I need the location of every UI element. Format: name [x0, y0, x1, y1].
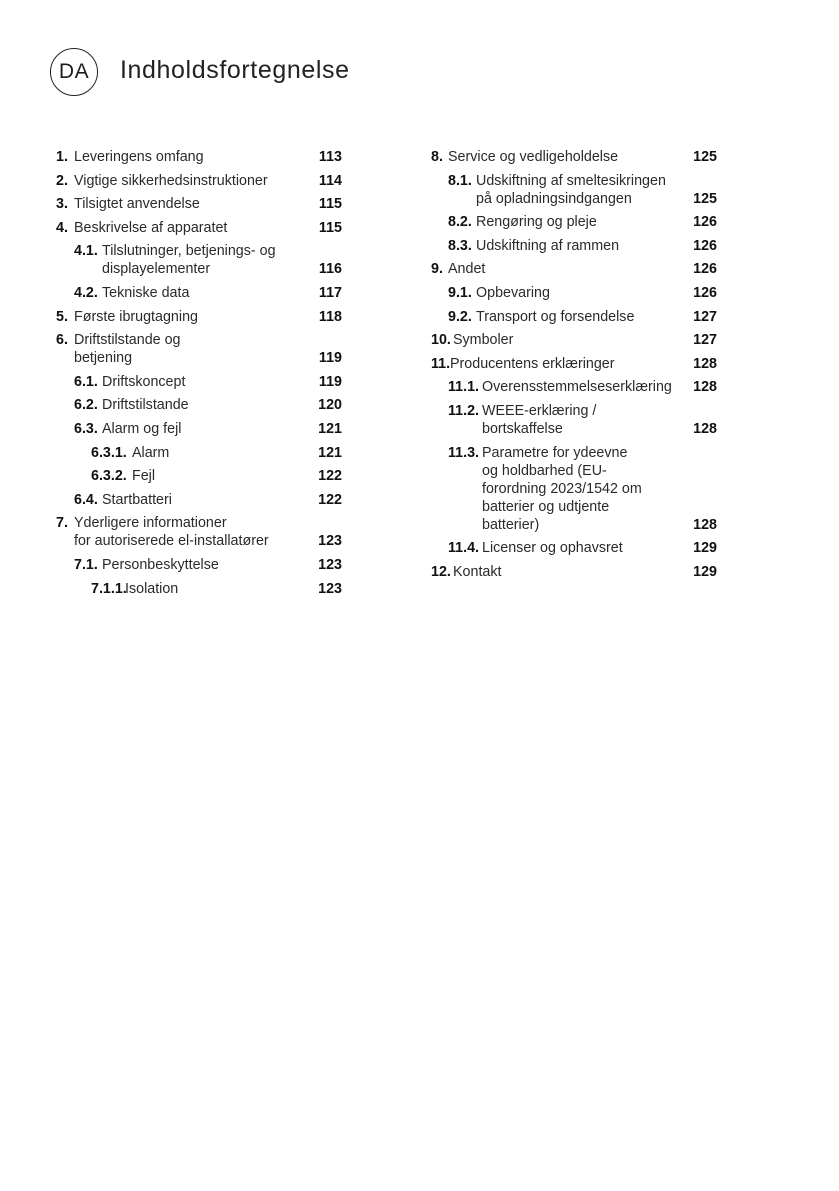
toc-entry-title: og holdbarhed (EU- [482, 462, 607, 479]
toc-entry-page: 129 [693, 540, 717, 557]
toc-entry-title: Driftstilstande [102, 397, 189, 414]
toc-entry-title: Transport og forsendelse [476, 308, 635, 325]
toc-entry-page: 126 [693, 237, 717, 254]
toc-entry-page: 127 [693, 308, 717, 325]
toc-entry-number: 3. [56, 196, 68, 213]
toc-entry[interactable] [56, 467, 342, 485]
toc-entry-page: 125 [693, 190, 717, 207]
toc-entry-number: 4.2. [74, 284, 98, 301]
toc-entry-title: batterier) [482, 516, 540, 533]
toc-entry-page: 115 [318, 196, 342, 213]
toc-entry-number: 11.1. [448, 379, 480, 396]
toc-entry-title: Symboler [453, 332, 514, 349]
toc-entry-page: 114 [318, 172, 342, 189]
toc-entry-number: 11.2. [448, 402, 480, 419]
toc-entry-title: Tilsigtet anvendelse [74, 196, 200, 213]
toc-entry-title: Overensstemmelseserklæring [482, 379, 672, 396]
toc-entry-page: 121 [318, 444, 342, 461]
toc-entry[interactable] [56, 580, 342, 598]
toc-entry-number: 6.4. [74, 491, 98, 508]
toc-entry-title: Driftstilstande og [74, 332, 181, 349]
toc-entry-title: Alarm [132, 444, 170, 461]
toc-entry[interactable] [56, 219, 342, 237]
language-badge: DA [50, 48, 98, 96]
toc-entry-title: betjening [74, 350, 133, 367]
toc-entry[interactable] [431, 563, 717, 581]
toc-entry-title: Andet [448, 261, 486, 278]
toc-entry-title: Fejl [132, 468, 156, 485]
toc-entry-title: Tilslutninger, betjenings- og [102, 243, 276, 260]
toc-entry-number: 6.3. [74, 420, 98, 437]
toc-entry-title: Opbevaring [476, 284, 550, 301]
toc-entry-page: 126 [693, 214, 717, 231]
toc-entry-title: Licenser og ophavsret [482, 540, 623, 557]
toc-entry[interactable] [56, 172, 342, 190]
toc-entry-page: 123 [318, 556, 342, 573]
toc-entry-title: Tekniske data [102, 284, 190, 301]
toc-entry[interactable] [56, 556, 342, 574]
toc-entry[interactable] [56, 195, 342, 213]
toc-entry-number: 6.2. [74, 397, 98, 414]
toc-entry-title: Parametre for ydeevne [482, 444, 628, 461]
toc-entry-page: 123 [318, 580, 342, 597]
toc-entry[interactable] [431, 355, 717, 373]
toc-entry-number: 7.1. [74, 556, 98, 573]
toc-entry-title: Kontakt [453, 563, 502, 580]
toc-entry[interactable] [431, 308, 717, 326]
toc-entry-title: for autoriserede el-installatører [74, 533, 269, 550]
toc-entry[interactable] [56, 331, 342, 367]
toc-entry-number: 2. [56, 172, 68, 189]
toc-entry-title: displayelementer [102, 261, 211, 278]
toc-entry-title: Leveringens omfang [74, 149, 204, 165]
toc-entry[interactable] [431, 237, 717, 255]
toc-entry-number: 9.2. [448, 308, 472, 325]
toc-entry[interactable] [431, 213, 717, 231]
toc-entry-page: 129 [693, 563, 717, 580]
toc-entry-page: 122 [318, 491, 342, 508]
toc-entry-title: Alarm og fejl [102, 420, 182, 437]
toc-entry-title: Udskiftning af rammen [476, 237, 620, 254]
toc-entry-title: Beskrivelse af apparatet [74, 219, 228, 236]
toc-entry-number: 4. [56, 219, 68, 236]
toc-entry-number: 4.1. [74, 243, 98, 260]
toc-entry-page: 122 [318, 468, 342, 485]
toc-entry-page: 117 [318, 284, 342, 301]
toc-entry-page: 119 [318, 350, 342, 367]
toc-entry-title: forordning 2023/1542 om [482, 480, 642, 497]
toc-column-left [56, 148, 342, 603]
toc-entry-title: Rengøring og pleje [476, 214, 597, 231]
toc-entry-number: 6. [56, 332, 68, 349]
toc-entry-title: Isolation [125, 580, 179, 597]
toc-entry[interactable] [56, 420, 342, 438]
toc-entry-number: 9.1. [448, 284, 472, 301]
toc-entry[interactable] [431, 284, 717, 302]
toc-entry-page: 125 [693, 149, 717, 165]
toc-entry-page: 121 [318, 420, 342, 437]
toc-entry-title: Vigtige sikkerhedsinstruktioner [74, 172, 268, 189]
toc-entry[interactable] [56, 242, 342, 278]
toc-entry[interactable] [56, 284, 342, 302]
toc-entry-number: 11.3. [448, 444, 480, 461]
toc-entry[interactable] [431, 539, 717, 557]
toc-entry-page: 119 [318, 373, 342, 390]
toc-entry-title: Startbatteri [102, 491, 172, 508]
toc-entry-number: 7.1.1. [91, 580, 127, 597]
toc-entry-page: 123 [318, 533, 342, 550]
toc-entry-title: batterier og udtjente [482, 498, 610, 515]
toc-entry-title: Driftskoncept [102, 373, 186, 390]
toc-entry-page: 113 [318, 149, 342, 165]
toc-entry[interactable] [56, 491, 342, 509]
toc-entry-number: 11.4. [448, 540, 480, 557]
toc-entry-page: 128 [693, 420, 717, 437]
toc-entry-page: 128 [693, 355, 717, 372]
toc-entry-number: 8. [431, 149, 443, 165]
toc-entry-page: 118 [318, 308, 342, 325]
toc-entry-title: Producentens erklæringer [450, 355, 615, 372]
toc-entry-number: 11. [431, 355, 451, 372]
toc-entry[interactable] [431, 378, 717, 396]
toc-entry-number: 6.3.1. [91, 444, 127, 461]
toc-entry-number: 8.2. [448, 214, 472, 231]
toc-entry[interactable] [431, 331, 717, 349]
toc-entry-page: 126 [693, 284, 717, 301]
toc-entry-title: Personbeskyttelse [102, 556, 219, 573]
toc-entry-number: 8.3. [448, 237, 472, 254]
toc-entry-title: WEEE-erklæring / [482, 402, 597, 419]
toc-entry-number: 5. [56, 308, 68, 325]
toc-entry-page: 115 [318, 219, 342, 236]
toc-entry-page: 128 [693, 379, 717, 396]
toc-entry[interactable] [56, 396, 342, 414]
toc-entry-number: 10. [431, 332, 451, 349]
toc-entry-title: Udskiftning af smeltesikringen [476, 172, 666, 189]
toc-entry[interactable] [56, 148, 342, 166]
toc-entry-number: 6.1. [74, 373, 98, 390]
toc-entry-number: 7. [56, 515, 68, 532]
toc-entry-page: 126 [693, 261, 717, 278]
toc-entry-number: 6.3.2. [91, 468, 127, 485]
page-title: Indholdsfortegnelse [120, 56, 350, 84]
toc-entry-title: Første ibrugtagning [74, 308, 198, 325]
toc-entry-title: Yderligere informationer [74, 515, 227, 532]
toc-entry[interactable] [431, 402, 717, 438]
toc-entry-page: 128 [693, 516, 717, 533]
toc-entry-title: på opladningsindgangen [476, 190, 632, 207]
toc-entry-title: bortskaffelse [482, 420, 563, 437]
toc-entry[interactable] [431, 172, 717, 208]
toc-entry[interactable] [56, 514, 342, 550]
toc-entry[interactable] [56, 308, 342, 326]
toc-entry-title: Service og vedligeholdelse [448, 149, 619, 165]
toc-entry-page: 116 [318, 261, 342, 278]
toc-entry[interactable] [431, 260, 717, 278]
toc-entry[interactable] [56, 373, 342, 391]
toc-entry-page: 127 [693, 332, 717, 349]
toc-entry-number: 1. [56, 149, 68, 165]
toc-entry-page: 120 [318, 397, 342, 414]
toc-entry-number: 8.1. [448, 172, 472, 189]
toc-entry[interactable] [56, 444, 342, 462]
toc-entry[interactable] [431, 148, 717, 166]
toc-entry-number: 12. [431, 563, 451, 580]
toc-column-right [431, 148, 717, 586]
toc-entry-number: 9. [431, 261, 443, 278]
toc-entry[interactable] [431, 444, 717, 534]
